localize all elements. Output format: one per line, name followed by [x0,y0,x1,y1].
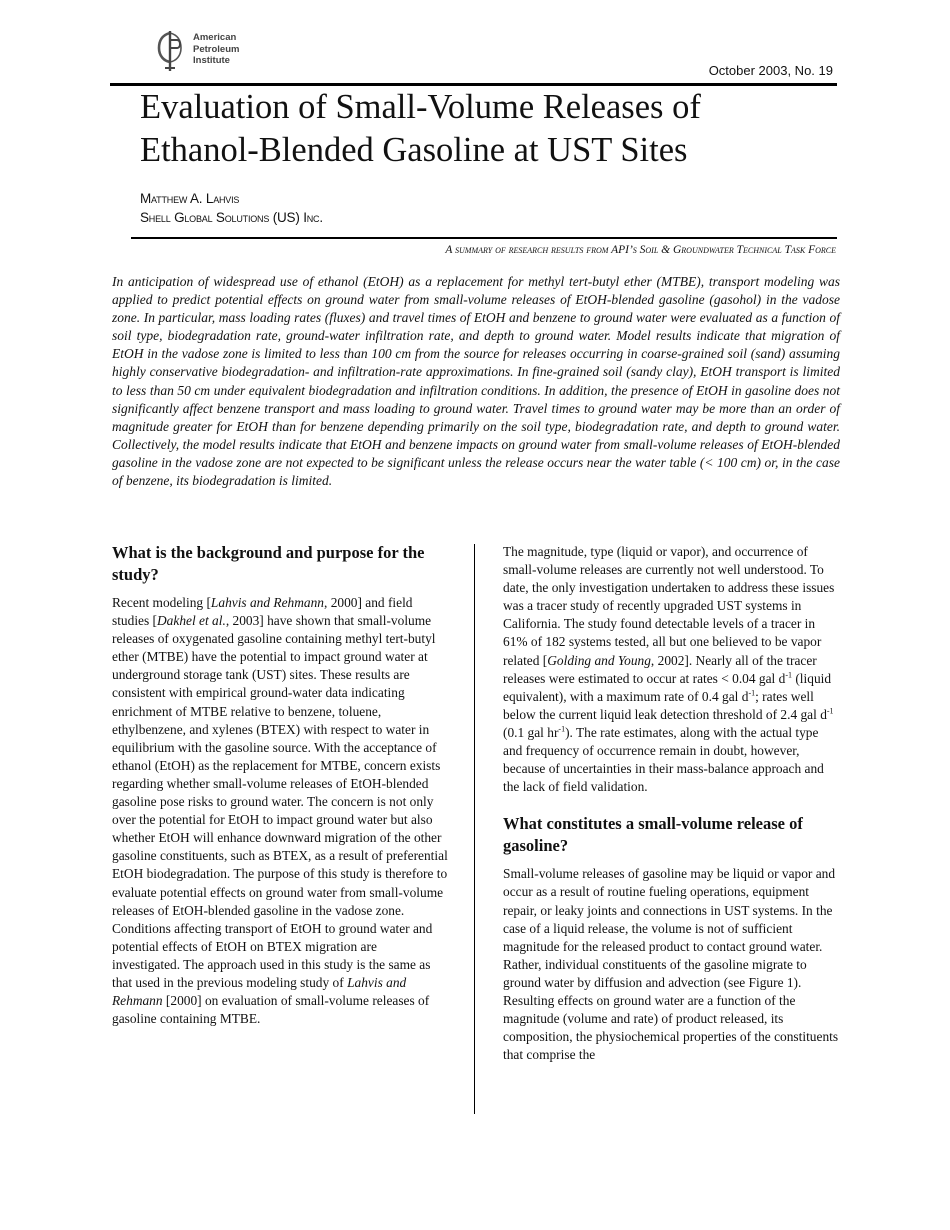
org-name [193,32,239,67]
title-line: Ethanol-Blended Gasoline at UST Sites [140,131,688,169]
org-name-line: American [193,32,237,43]
citation: Dakhel et al. [157,613,226,629]
column-divider [474,544,475,1114]
page-title [140,86,840,172]
author-name: Matthew A. Lahvis [140,191,240,206]
citation: Lahvis and Rehmann [112,974,407,1009]
citation: Lahvis and Rehmann [210,595,324,610]
api-logo-icon [156,31,184,71]
author-affiliation: Shell Global Solutions (US) Inc. [140,210,323,225]
citation: Golding and Young [547,652,651,668]
left-column [112,542,448,1028]
author-block [140,189,323,227]
right-column [503,543,839,1064]
org-name-line: Petroleum [193,43,240,55]
section-heading-background: What is the background and purpose for the study? [112,543,425,584]
small-volume-paragraph: Small-volume releases of gasoline may be liquid or vapor and occur as a result of routine fueling operations, equipment repair, or leaky joints and connections in UST systems. In the case of a liquid release, the volume is not of sufficient magnitude for the released product to contact ground water. Rather, individual constituents of the gasoline migrate to ground water by diffusion and advection (see Figure 1). Resulting effects on ground water are a function of the magnitude (volume and rate) of product released, its composition, the physiochemical properties of the constituents that comprise the [503,866,839,1063]
org-name-line: Institute [193,55,230,66]
magnitude-paragraph: The magnitude, type (liquid or vapor), and occurrence of small-volume releases are currently not well understood. To date, the only investigation undertaken to address these issues was a tracer study of recently upgraded UST systems in California. The study found detectable levels of a tracer in 61% of 182 systems tested, all but one believed to be vapor related [Golding and Young, 2002]. Nearly all of the tracer releases were estimated to occur at rates < 0.04 gal $d^{-1}$ (liquid equivalent), with a maximum rate of 0.4 gal $d^{-1}$; rates well below the current liquid leak detection threshold of 2.4 gal $d^{-1}$ (0.1 gal $hr^{-1}$). The rate estimates, along with the actual type and frequency of occurrence remain in doubt, however, because of uncertainties in their mass-balance approach and the lack of field validation. [503,544,835,795]
issue-date: October 2003, No. 19 [708,63,833,78]
title-line: Evaluation of Small-Volume Releases of [140,88,701,126]
header-rule [131,237,837,239]
summary-line: A summary of research results from API’s Soil & Groundwater Technical Task Force [445,244,836,256]
abstract: In anticipation of widespread use of ethanol (EtOH) as a replacement for methyl tert-butyl ether (MTBE), transport modeling was applied to predict potential effects on ground water from small-volume releases of EtOH-blended gasoline (gasohol) in the vadose zone. In particular, mass loading rates (fluxes) and travel times of EtOH and benzene to ground water were evaluated as a function of soil type, biodegradation rate, ground-water infiltration rate, and depth to ground water. Model results indicate that migration of EtOH in the vadose zone is limited to less than 100 cm from the source for releases occurring in coarse-grained soil (sand) assuming highly conservative biodegradation- and infiltration-rate approximations. In fine-grained soil (sandy clay), EtOH transport is limited to less than 50 cm under equivalent biodegradation and infiltration conditions. In addition, the presence of EtOH in gasoline does not significantly affect benzene transport and mass loading to ground water. Travel times to ground water may be more than an order of magnitude greater for EtOH than for benzene depending primarily on the soil type, biodegradation rate, and depth to ground water. Collectively, the model results indicate that EtOH and benzene impacts on ground water from small-volume releases of EtOH-blended gasoline in the vadose zone are not expected to be significant unless the release occurs near the water table (< 100 cm) or, in the case of benzene, its biodegradation is limited. [112,274,840,489]
section-heading-small-volume: What constitutes a small-volume release of gasoline? [503,814,803,856]
api-logo [156,31,256,71]
background-paragraph: Recent modeling [Lahvis and Rehmann, 2000] and field studies [Dakhel et al., 2003] have shown that small-volume releases of oxygenated gasoline containing methyl tert-butyl ether (MTBE) have the potential to impact ground water at underground storage tank (UST) sites. These results are consistent with empirical ground-water data indicating enrichment of MTBE relative to benzene, toluene, ethylbenzene, and xylenes (BTEX) with respect to water in equilibrium with the gasoline source. With the acceptance of ethanol (EtOH) as the replacement for MTBE, concern exists regarding whether small-volume releases of EtOH-blended gasoline pose risks to ground water. The concern is not only over the potential for EtOH to impact ground water but also whether EtOH will enhance downward migration of the other gasoline constituents, such as BTEX, as a result of preferential EtOH biodegradation. The purpose of this study is therefore to evaluate potential effects on ground water from small-volume releases of EtOH-blended gasoline in the vadose zone. Conditions affecting transport of EtOH to ground water and potential effects of EtOH on BTEX migration are investigated. The approach used in this study is the same as that used in the previous modeling study of Lahvis and Rehmann [2000] on evaluation of small-volume releases of gasoline containing MTBE. [112,595,448,1027]
